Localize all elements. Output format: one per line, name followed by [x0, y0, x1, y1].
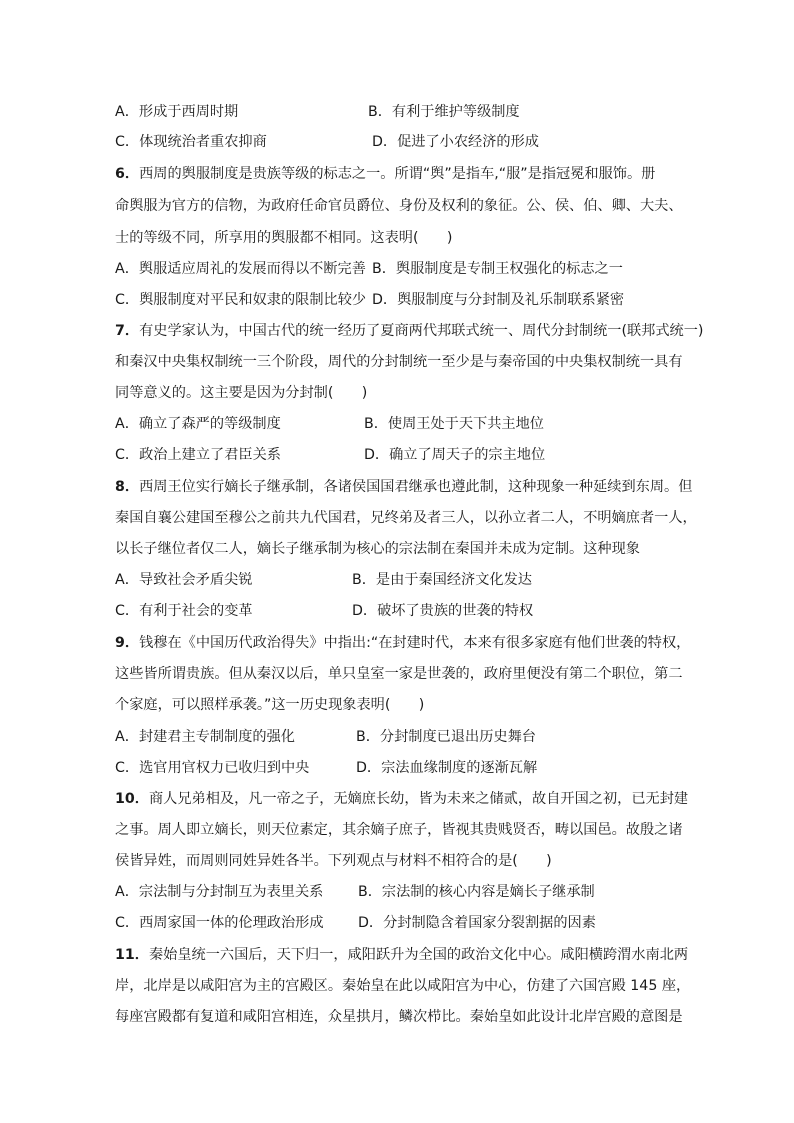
q10-option-b: B．宗法制的核心内容是嫡长子继承制: [358, 884, 595, 900]
q10-number: 10．: [115, 791, 149, 807]
q7-number: 7．: [115, 323, 140, 339]
q11-stem-line-2: 岸，北岸是以咸阳宫为主的宫殿区。秦始皇在此以咸阳宫为中心，仿建了六国宫殿 145 座，: [115, 978, 691, 994]
q7-stem-line-1: 7．有史学家认为，中国古代的统一经历了夏商两代邦联式统一、周代分封制统一(联邦式统一): [115, 323, 704, 339]
q9-option-a: A．封建君主专制制度的强化: [115, 729, 295, 745]
q7-option-a: A．确立了森严的等级制度: [115, 416, 281, 432]
q8-option-b: B．是由于秦国经济文化发达: [352, 572, 532, 588]
q10-stem-line-3: 侯皆异姓，而周则同姓异姓各半。下列观点与材料不相符合的是( ): [115, 853, 552, 869]
q8-option-c: C．有利于社会的变革: [115, 603, 253, 619]
q10-option-c: C．西周家国一体的伦理政治形成: [115, 915, 324, 931]
q9-number: 9．: [115, 635, 140, 651]
q10-stem-line-2: 之事。周人即立嫡长，则天位素定，其余嫡子庶子，皆视其贵贱贤否，畴以国邑。故殷之诸: [115, 822, 683, 838]
q8-stem-line-1: 8．西周王位实行嫡长子继承制，各诸侯国国君继承也遵此制，这种现象一种延续到东周。但: [115, 479, 693, 495]
q8-option-a: A．导致社会矛盾尖锐: [115, 572, 253, 588]
q6-stem-line-2: 命舆服为官方的信物，为政府任命官员爵位、身份及权利的象征。公、侯、伯、卿、大夫、: [115, 198, 683, 214]
q6-number: 6．: [115, 166, 140, 182]
q8-option-d: D．破坏了贵族的世袭的特权: [352, 603, 534, 619]
q9-option-d: D．宗法血缘制度的逐渐瓦解: [356, 760, 538, 776]
q9-stem-line-2: 这些皆所谓贵族。但从秦汉以后，单只皇室一家是世袭的，政府里便没有第二个职位，第二: [115, 666, 683, 682]
q7-stem-line-3: 同等意义的。这主要是因为分封制( ): [115, 385, 368, 401]
q10-option-d: D．分封制隐含着国家分裂割据的因素: [358, 915, 596, 931]
q5-option-c: C．体现统治者重农抑商: [115, 134, 267, 150]
q8-stem-line-3: 以长子继位者仅二人，嫡长子继承制为核心的宗法制在秦国并未成为定制。这种现象: [115, 541, 640, 557]
q6-option-b: B．舆服制度是专制王权强化的标志之一: [372, 261, 623, 277]
q11-stem-line-1: 11．秦始皇统一六国后，天下归一，咸阳跃升为全国的政治文化中心。咸阳横跨渭水南北两: [115, 947, 689, 963]
q7-option-c: C．政治上建立了君臣关系: [115, 447, 281, 463]
q10-stem-line-1: 10．商人兄弟相及，凡一帝之子，无嫡庶长幼，皆为未来之储贰，故自开国之初，已无封建: [115, 791, 689, 807]
q9-option-b: B．分封制度已退出历史舞台: [356, 729, 536, 745]
q8-stem-line-2: 秦国自襄公建国至穆公之前共九代国君，兄终弟及者三人，以孙立者二人，不明嫡庶者一人，: [115, 510, 697, 526]
q6-option-d: D．舆服制度与分封制及礼乐制联系紧密: [372, 292, 625, 308]
q9-stem-line-3: 个家庭，可以照样承袭。”这一历史现象表明( ): [115, 697, 425, 713]
q5-option-d: D．促进了小农经济的形成: [372, 134, 539, 150]
q6-stem-line-3: 士的等级不同，所享用的舆服都不相同。这表明( ): [115, 230, 453, 246]
q10-option-a: A．宗法制与分封制互为表里关系: [115, 884, 324, 900]
q6-stem-line-1: 6．西周的舆服制度是贵族等级的标志之一。所谓“舆”是指车,“服”是指冠冕和服饰。册: [115, 166, 656, 182]
q11-stem-line-3: 每座宫殿都有复道和咸阳宫相连，众星拱月，鳞次栉比。秦始皇如此设计北岸宫殿的意图是: [115, 1009, 683, 1025]
q5-option-b: B．有利于维护等级制度: [368, 104, 520, 120]
q9-stem-line-1: 9．钱穆在《中国历代政治得失》中指出:“在封建时代，本来有很多家庭有他们世袭的特权，: [115, 635, 691, 651]
q6-option-a: A．舆服适应周礼的发展而得以不断完善: [115, 261, 366, 277]
q7-option-b: B．使周王处于天下共主地位: [364, 416, 544, 432]
q7-stem-line-2: 和秦汉中央集权制统一三个阶段，周代的分封制统一至少是与秦帝国的中央集权制统一具有: [115, 354, 683, 370]
q9-option-c: C．选官用官权力已收归到中央: [115, 760, 310, 776]
q5-option-a: A．形成于西周时期: [115, 104, 239, 120]
q11-number: 11．: [115, 947, 149, 963]
q6-option-c: C．舆服制度对平民和奴隶的限制比较少: [115, 292, 367, 308]
q7-option-d: D．确立了周天子的宗主地位: [364, 447, 546, 463]
q8-number: 8．: [115, 479, 140, 495]
